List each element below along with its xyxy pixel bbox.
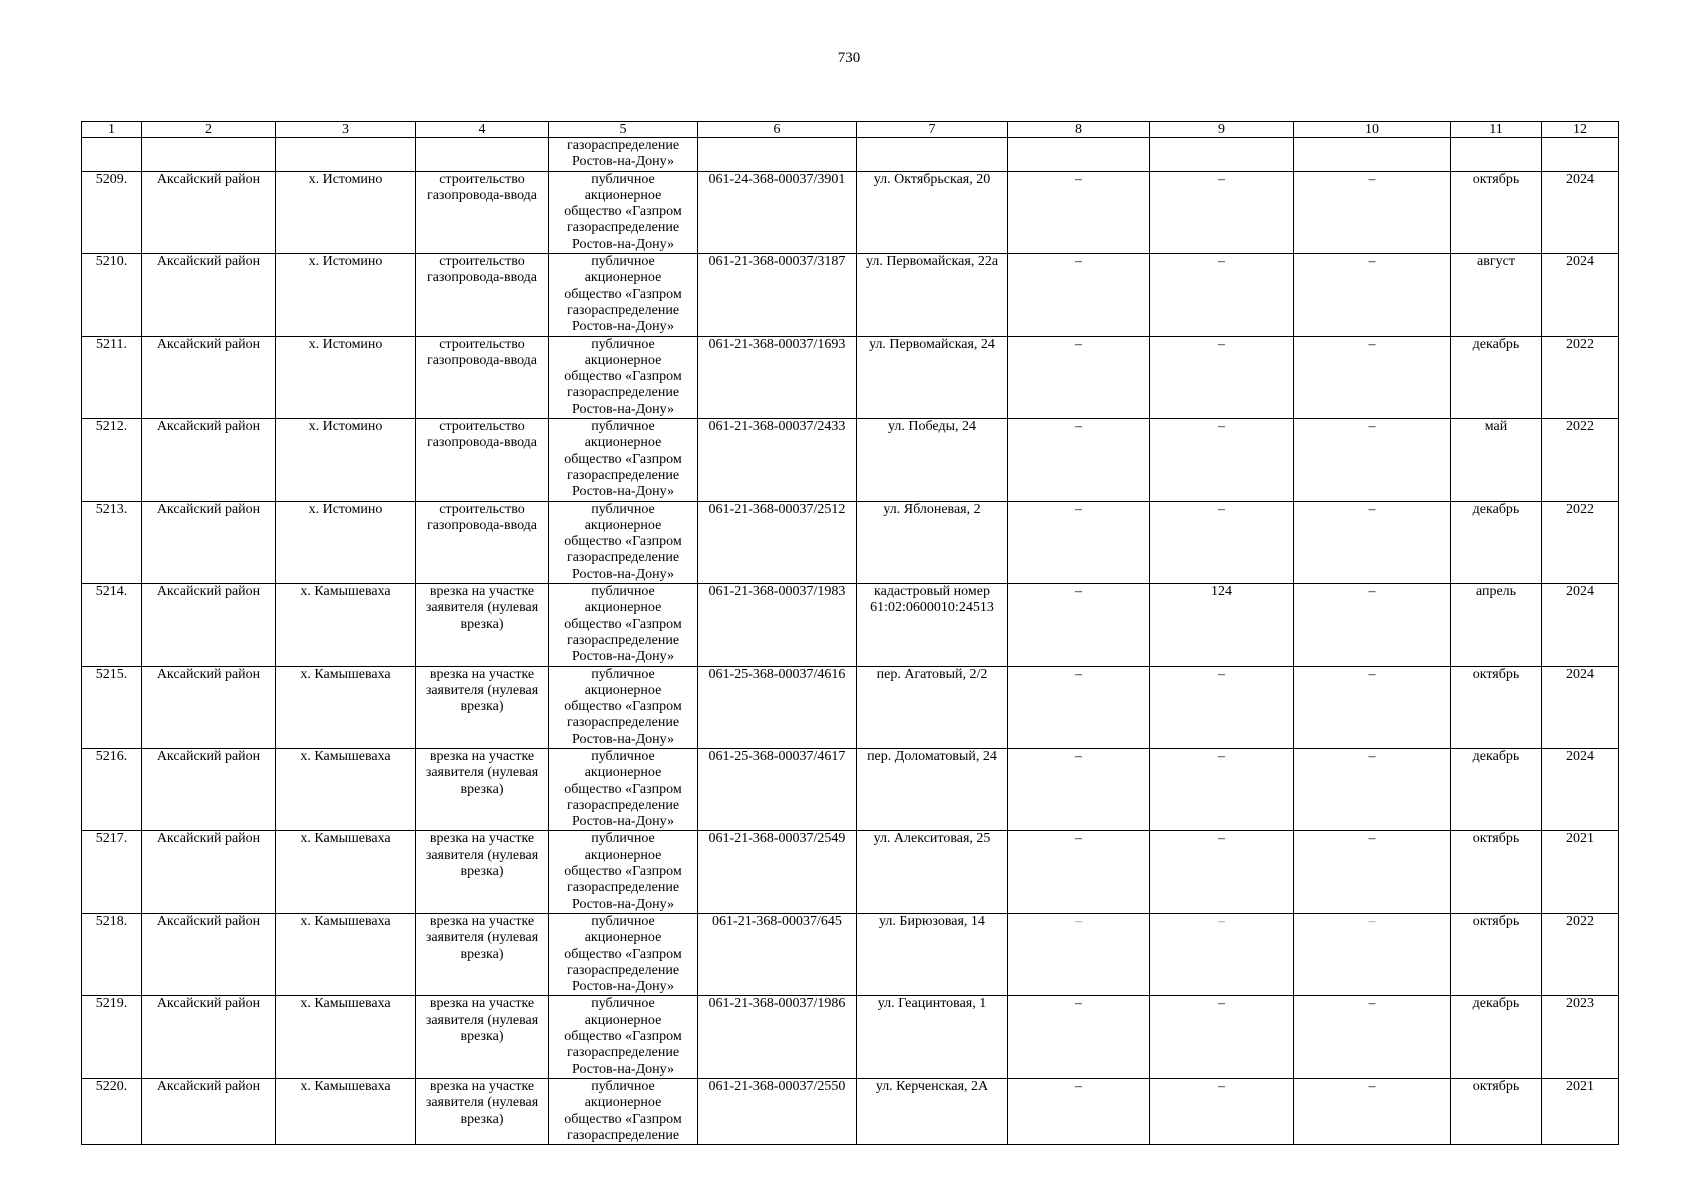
year-cell: 2024 — [1542, 666, 1619, 748]
table-cell — [698, 138, 857, 172]
column-10-cell: – — [1294, 171, 1451, 253]
year-cell: 2022 — [1542, 336, 1619, 418]
table-cell — [1008, 138, 1150, 172]
registry-table — [81, 121, 1619, 1145]
column-8-cell: – — [1008, 1078, 1150, 1144]
row-number-cell: 5220. — [82, 1078, 142, 1144]
column-8-cell: – — [1008, 831, 1150, 913]
application-code-cell: 061-21-368-00037/2512 — [698, 501, 857, 583]
work-type-cell: строительство газопровода-ввода — [416, 254, 549, 336]
work-type-cell: строительство газопровода-ввода — [416, 501, 549, 583]
district-cell: Аксайский район — [142, 254, 276, 336]
row-number-cell: 5217. — [82, 831, 142, 913]
organization-cell: газораспределение Ростов-на-Дону» — [549, 138, 698, 172]
district-cell: Аксайский район — [142, 666, 276, 748]
column-header: 8 — [1008, 122, 1150, 138]
column-10-cell: – — [1294, 336, 1451, 418]
organization-cell: публичное акционерное общество «Газпром газораспределение Ростов-на-Дону» — [549, 748, 698, 830]
table-row — [82, 831, 1619, 913]
column-10-cell: – — [1294, 748, 1451, 830]
column-10-cell: – — [1294, 501, 1451, 583]
row-number-cell: 5212. — [82, 419, 142, 501]
work-type-cell: врезка на участке заявителя (нулевая врезка) — [416, 913, 549, 995]
application-code-cell: 061-21-368-00037/2549 — [698, 831, 857, 913]
month-cell: октябрь — [1451, 171, 1542, 253]
locality-cell: х. Камышеваха — [276, 913, 416, 995]
row-number-cell: 5210. — [82, 254, 142, 336]
address-cell: ул. Первомайская, 22а — [857, 254, 1008, 336]
column-9-cell: – — [1150, 254, 1294, 336]
locality-cell: х. Камышеваха — [276, 584, 416, 666]
row-number-cell: 5219. — [82, 996, 142, 1078]
table-row — [82, 1078, 1619, 1144]
address-cell: пер. Доломатовый, 24 — [857, 748, 1008, 830]
column-9-cell: – — [1150, 748, 1294, 830]
organization-cell: публичное акционерное общество «Газпром газораспределение Ростов-на-Дону» — [549, 584, 698, 666]
column-8-cell: – — [1008, 336, 1150, 418]
table-row — [82, 171, 1619, 253]
row-number-cell: 5211. — [82, 336, 142, 418]
locality-cell: х. Камышеваха — [276, 996, 416, 1078]
row-number-cell: 5216. — [82, 748, 142, 830]
district-cell: Аксайский район — [142, 913, 276, 995]
row-number-cell: 5213. — [82, 501, 142, 583]
organization-cell: публичное акционерное общество «Газпром газораспределение Ростов-на-Дону» — [549, 336, 698, 418]
work-type-cell: строительство газопровода-ввода — [416, 419, 549, 501]
column-9-cell: – — [1150, 336, 1294, 418]
column-header: 2 — [142, 122, 276, 138]
year-cell: 2021 — [1542, 831, 1619, 913]
year-cell: 2023 — [1542, 996, 1619, 1078]
continuation-row — [82, 138, 1619, 172]
column-10-cell: – — [1294, 913, 1451, 995]
application-code-cell: 061-21-368-00037/2433 — [698, 419, 857, 501]
address-cell: ул. Бирюзовая, 14 — [857, 913, 1008, 995]
column-8-cell: – — [1008, 171, 1150, 253]
column-10-cell: – — [1294, 1078, 1451, 1144]
locality-cell: х. Истомино — [276, 171, 416, 253]
locality-cell: х. Истомино — [276, 336, 416, 418]
application-code-cell: 061-24-368-00037/3901 — [698, 171, 857, 253]
district-cell: Аксайский район — [142, 501, 276, 583]
year-cell: 2024 — [1542, 748, 1619, 830]
column-9-cell: – — [1150, 501, 1294, 583]
column-9-cell: 124 — [1150, 584, 1294, 666]
application-code-cell: 061-21-368-00037/3187 — [698, 254, 857, 336]
organization-cell: публичное акционерное общество «Газпром газораспределение Ростов-на-Дону» — [549, 996, 698, 1078]
column-9-cell: – — [1150, 419, 1294, 501]
table-cell — [276, 138, 416, 172]
column-9-cell: – — [1150, 1078, 1294, 1144]
work-type-cell: врезка на участке заявителя (нулевая врезка) — [416, 666, 549, 748]
address-cell: ул. Яблоневая, 2 — [857, 501, 1008, 583]
column-header: 6 — [698, 122, 857, 138]
month-cell: октябрь — [1451, 666, 1542, 748]
month-cell: декабрь — [1451, 996, 1542, 1078]
column-header: 12 — [1542, 122, 1619, 138]
locality-cell: х. Камышеваха — [276, 831, 416, 913]
column-10-cell: – — [1294, 831, 1451, 913]
organization-cell: публичное акционерное общество «Газпром газораспределение Ростов-на-Дону» — [549, 419, 698, 501]
column-header: 1 — [82, 122, 142, 138]
column-8-cell: – — [1008, 748, 1150, 830]
row-number-cell: 5214. — [82, 584, 142, 666]
district-cell: Аксайский район — [142, 996, 276, 1078]
column-9-cell: – — [1150, 666, 1294, 748]
column-8-cell: – — [1008, 419, 1150, 501]
address-cell: ул. Победы, 24 — [857, 419, 1008, 501]
column-number-row — [82, 122, 1619, 138]
table-cell — [82, 138, 142, 172]
address-cell: ул. Первомайская, 24 — [857, 336, 1008, 418]
year-cell: 2022 — [1542, 501, 1619, 583]
work-type-cell: строительство газопровода-ввода — [416, 171, 549, 253]
work-type-cell: врезка на участке заявителя (нулевая врезка) — [416, 584, 549, 666]
district-cell: Аксайский район — [142, 1078, 276, 1144]
column-header: 10 — [1294, 122, 1451, 138]
organization-cell: публичное акционерное общество «Газпром газораспределение Ростов-на-Дону» — [549, 913, 698, 995]
table-row — [82, 336, 1619, 418]
table-row — [82, 913, 1619, 995]
month-cell: апрель — [1451, 584, 1542, 666]
row-number-cell: 5209. — [82, 171, 142, 253]
column-8-cell: – — [1008, 996, 1150, 1078]
month-cell: май — [1451, 419, 1542, 501]
work-type-cell: врезка на участке заявителя (нулевая врезка) — [416, 748, 549, 830]
year-cell: 2021 — [1542, 1078, 1619, 1144]
work-type-cell: строительство газопровода-ввода — [416, 336, 549, 418]
organization-cell: публичное акционерное общество «Газпром газораспределение Ростов-на-Дону» — [549, 666, 698, 748]
year-cell: 2024 — [1542, 171, 1619, 253]
month-cell: декабрь — [1451, 336, 1542, 418]
column-9-cell: – — [1150, 996, 1294, 1078]
district-cell: Аксайский район — [142, 171, 276, 253]
organization-cell: публичное акционерное общество «Газпром газораспределение Ростов-на-Дону» — [549, 501, 698, 583]
address-cell: кадастровый номер 61:02:0600010:24513 — [857, 584, 1008, 666]
row-number-cell: 5218. — [82, 913, 142, 995]
application-code-cell: 061-21-368-00037/1986 — [698, 996, 857, 1078]
month-cell: декабрь — [1451, 501, 1542, 583]
column-10-cell: – — [1294, 419, 1451, 501]
work-type-cell: врезка на участке заявителя (нулевая врезка) — [416, 1078, 549, 1144]
district-cell: Аксайский район — [142, 748, 276, 830]
month-cell: октябрь — [1451, 913, 1542, 995]
table-row — [82, 584, 1619, 666]
address-cell: ул. Октябрьская, 20 — [857, 171, 1008, 253]
district-cell: Аксайский район — [142, 419, 276, 501]
month-cell: октябрь — [1451, 831, 1542, 913]
row-number-cell: 5215. — [82, 666, 142, 748]
page-number: 730 — [837, 50, 861, 66]
application-code-cell: 061-25-368-00037/4617 — [698, 748, 857, 830]
column-9-cell: – — [1150, 171, 1294, 253]
column-8-cell: – — [1008, 254, 1150, 336]
organization-cell: публичное акционерное общество «Газпром газораспределение — [549, 1078, 698, 1144]
table-cell — [142, 138, 276, 172]
column-9-cell: – — [1150, 913, 1294, 995]
organization-cell: публичное акционерное общество «Газпром газораспределение Ростов-на-Дону» — [549, 171, 698, 253]
application-code-cell: 061-21-368-00037/2550 — [698, 1078, 857, 1144]
column-header: 4 — [416, 122, 549, 138]
year-cell: 2024 — [1542, 584, 1619, 666]
column-header: 5 — [549, 122, 698, 138]
year-cell: 2022 — [1542, 913, 1619, 995]
table-row — [82, 666, 1619, 748]
column-header: 9 — [1150, 122, 1294, 138]
column-10-cell: – — [1294, 996, 1451, 1078]
locality-cell: х. Камышеваха — [276, 1078, 416, 1144]
table-row — [82, 254, 1619, 336]
address-cell: ул. Керченская, 2А — [857, 1078, 1008, 1144]
district-cell: Аксайский район — [142, 831, 276, 913]
table-row — [82, 419, 1619, 501]
application-code-cell: 061-21-368-00037/645 — [698, 913, 857, 995]
column-header: 7 — [857, 122, 1008, 138]
column-8-cell: – — [1008, 501, 1150, 583]
address-cell: пер. Агатовый, 2/2 — [857, 666, 1008, 748]
table-cell — [1294, 138, 1451, 172]
address-cell: ул. Геацинтовая, 1 — [857, 996, 1008, 1078]
work-type-cell: врезка на участке заявителя (нулевая врезка) — [416, 831, 549, 913]
column-8-cell: – — [1008, 913, 1150, 995]
locality-cell: х. Истомино — [276, 254, 416, 336]
table-header — [82, 122, 1619, 138]
table-body — [82, 138, 1619, 1145]
month-cell: октябрь — [1451, 1078, 1542, 1144]
year-cell: 2022 — [1542, 419, 1619, 501]
locality-cell: х. Истомино — [276, 419, 416, 501]
locality-cell: х. Камышеваха — [276, 748, 416, 830]
column-8-cell: – — [1008, 666, 1150, 748]
table-row — [82, 996, 1619, 1078]
address-cell: ул. Алекситовая, 25 — [857, 831, 1008, 913]
application-code-cell: 061-21-368-00037/1693 — [698, 336, 857, 418]
organization-cell: публичное акционерное общество «Газпром газораспределение Ростов-на-Дону» — [549, 254, 698, 336]
locality-cell: х. Истомино — [276, 501, 416, 583]
column-header: 11 — [1451, 122, 1542, 138]
table-row — [82, 748, 1619, 830]
district-cell: Аксайский район — [142, 336, 276, 418]
year-cell: 2024 — [1542, 254, 1619, 336]
organization-cell: публичное акционерное общество «Газпром газораспределение Ростов-на-Дону» — [549, 831, 698, 913]
column-8-cell: – — [1008, 584, 1150, 666]
month-cell: декабрь — [1451, 748, 1542, 830]
table-cell — [1451, 138, 1542, 172]
column-10-cell: – — [1294, 666, 1451, 748]
district-cell: Аксайский район — [142, 584, 276, 666]
table-cell — [416, 138, 549, 172]
table-cell — [1150, 138, 1294, 172]
locality-cell: х. Камышеваха — [276, 666, 416, 748]
work-type-cell: врезка на участке заявителя (нулевая врезка) — [416, 996, 549, 1078]
table-cell — [857, 138, 1008, 172]
column-10-cell: – — [1294, 584, 1451, 666]
application-code-cell: 061-25-368-00037/4616 — [698, 666, 857, 748]
column-9-cell: – — [1150, 831, 1294, 913]
application-code-cell: 061-21-368-00037/1983 — [698, 584, 857, 666]
column-10-cell: – — [1294, 254, 1451, 336]
column-header: 3 — [276, 122, 416, 138]
month-cell: август — [1451, 254, 1542, 336]
table-row — [82, 501, 1619, 583]
table-cell — [1542, 138, 1619, 172]
